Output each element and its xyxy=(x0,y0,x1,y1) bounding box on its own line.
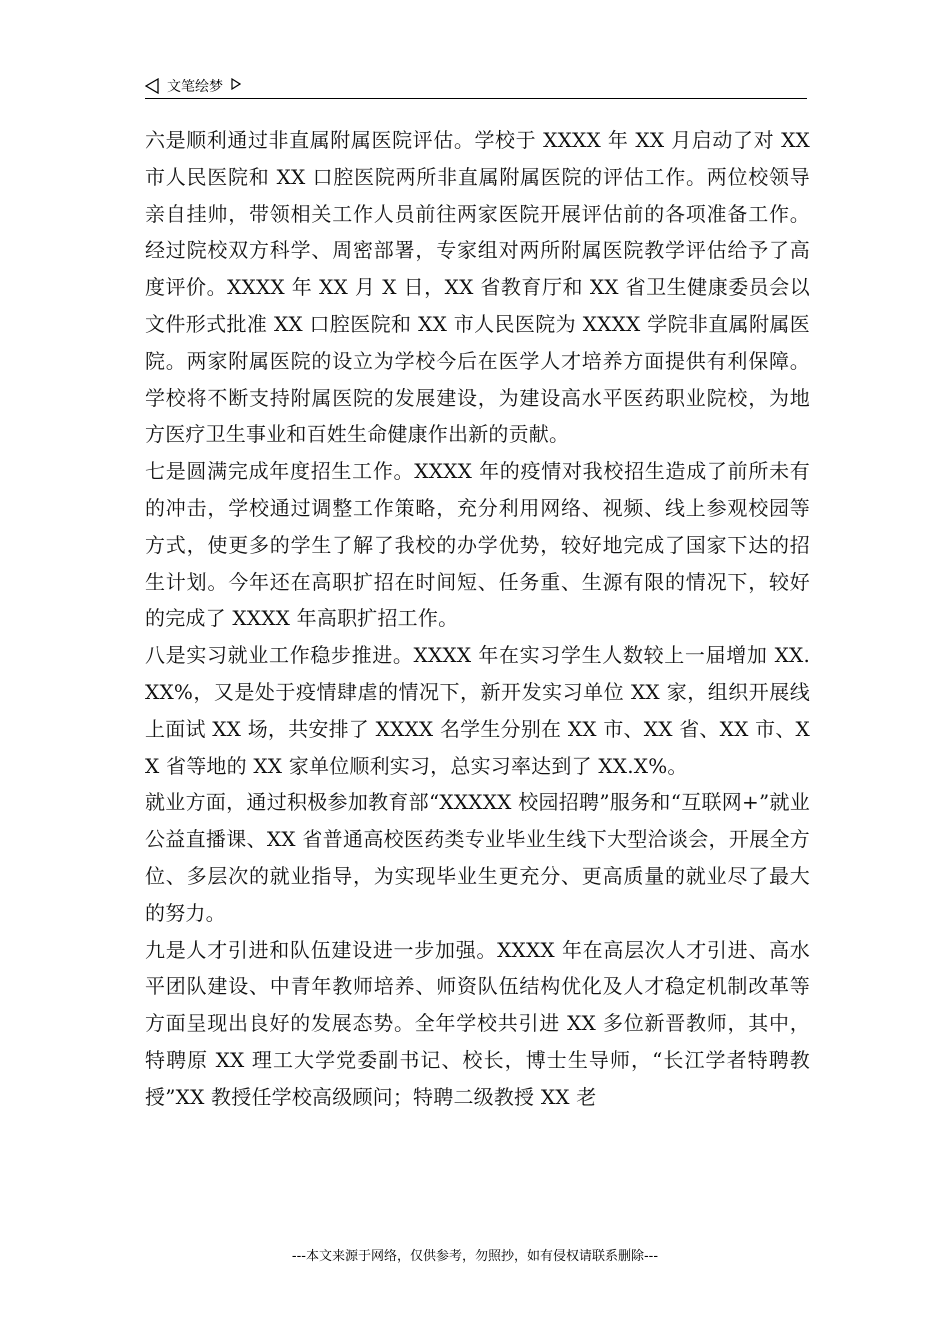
paragraph-employment: 就业方面，通过积极参加教育部“XXXXX 校园招聘”服务和“互联网+”就业公益直播课、XX 省普通高校医药类专业毕业生线下大型洽谈会，开展全方位、多层次的就业指导，为实现毕业生更充分、更高质量的就业尽了最大的努力。 xyxy=(145,790,810,925)
paragraph-internship: 八是实习就业工作稳步推进。XXXX 年在实习学生人数较上一届增加 XX.XX%，又是处于疫情肆虐的情况下，新开发实习单位 XX 家，组织开展线上面试 XX 场，共安排了 XXXX 名学生分别在 XX 市、XX 省、XX 市、XX 省等地的 XX 家单位顺利实习，总实习率达到了 XX.X%。 xyxy=(145,643,810,778)
document-body xyxy=(145,122,810,1116)
left-triangle-icon xyxy=(145,78,159,94)
header-brand xyxy=(145,76,241,96)
right-triangle-icon xyxy=(231,78,241,90)
page-footer-disclaimer: ---本文来源于网络，仅供参考，勿照抄，如有侵权请联系删除--- xyxy=(291,1249,659,1264)
paragraph-evaluation: 六是顺利通过非直属附属医院评估。学校于 XXXX 年 XX 月启动了对 XX 市人民医院和 XX 口腔医院两所非直属附属医院的评估工作。两位校领导亲自挂帅，带领相关工作人员前往两家医院开展评估前的各项准备工作。经过院校双方科学、周密部署，专家组对两所附属医院教学评估给予了高度评价。XXXX 年 XX 月 X 日，XX 省教育厅和 XX 省卫生健康委员会以文件形式批准 XX 口腔医院和 XX 市人民医院为 XXXX 学院非直属附属医院。两家附属医院的设立为学校今后在医学人才培养方面提供有利保障。学校将不断支持附属医院的发展建设，为建设高水平医药职业院校，为地方医疗卫生事业和百姓生命健康作出新的贡献。 xyxy=(145,128,810,447)
header-title: 文笔绘梦 xyxy=(167,79,223,95)
page-header xyxy=(145,72,807,99)
paragraph-enrollment: 七是圆满完成年度招生工作。XXXX 年的疫情对我校招生造成了前所未有的冲击，学校通过调整工作策略，充分利用网络、视频、线上参观校园等方式，使更多的学生了解了我校的办学优势，较好地完成了国家下达的招生计划。今年还在高职扩招在时间短、任务重、生源有限的情况下，较好的完成了 XXXX 年高职扩招工作。 xyxy=(145,459,810,631)
paragraph-talent: 九是人才引进和队伍建设进一步加强。XXXX 年在高层次人才引进、高水平团队建设、中青年教师培养、师资队伍结构优化及人才稳定机制改革等方面呈现出良好的发展态势。全年学校共引进 XX 多位新晋教师，其中，特聘原 XX 理工大学党委副书记、校长，博士生导师，“长江学者特聘教授”XX 教授任学校高级顾问；特聘二级教授 XX 老 xyxy=(145,937,810,1109)
